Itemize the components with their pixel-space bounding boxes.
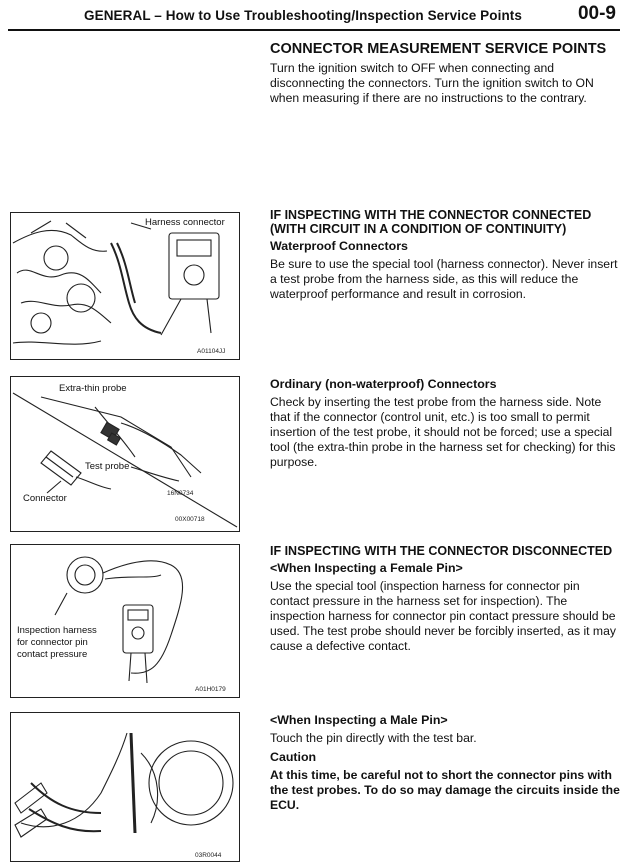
page-header xyxy=(8,0,620,31)
figure-extra-thin-probe xyxy=(10,376,240,532)
connected-heading-line2: (WITH CIRCUIT IN A CONDITION OF CONTINUITY) xyxy=(270,222,567,236)
caution-body: At this time, be careful not to short the connector pins with the test probes. To do so may damage the circuits inside the ECU. xyxy=(270,768,620,812)
male-body: Touch the pin directly with the test bar. xyxy=(270,731,477,745)
figure2-connector-label: Connector xyxy=(23,493,67,504)
figure-inspection-harness xyxy=(10,544,240,698)
waterproof-heading: Waterproof Connectors xyxy=(270,239,408,253)
figure1-label: Harness connector xyxy=(145,217,225,228)
figure4-code: 03R0044 xyxy=(195,852,222,859)
ordinary-heading: Ordinary (non-waterproof) Connectors xyxy=(270,377,497,391)
section-body: Turn the ignition switch to OFF when connecting and disconnecting the connectors. Turn the ignition switch to ON when measuring if there are no instructions to the contrary. xyxy=(270,61,594,105)
figure3-code: A01H0179 xyxy=(195,686,226,693)
figure1-code: A01104JJ xyxy=(197,348,226,355)
female-heading: <When Inspecting a Female Pin> xyxy=(270,561,463,575)
figure2-test-label: Test probe xyxy=(85,461,130,472)
figure3-label-line1: Inspection harness xyxy=(17,625,97,636)
figure3-label-line3: contact pressure xyxy=(17,649,88,660)
section-ordinary xyxy=(270,374,620,470)
disconnected-heading: IF INSPECTING WITH THE CONNECTOR DISCONNECTED xyxy=(270,544,613,558)
section-disconnected xyxy=(270,544,620,654)
ordinary-body: Check by inserting the test probe from the harness side. Note that if the connector (control unit, etc.) is too small to permit insertion of the test probe, it should not be forced; use a special tool (the extra-thin probe in the harness set for checking) for this purpose. xyxy=(270,395,616,469)
connected-heading-line1: IF INSPECTING WITH THE CONNECTOR CONNECTED xyxy=(270,208,592,222)
figure2-code-b: 00X00718 xyxy=(175,516,205,523)
female-body: Use the special tool (inspection harness for connector pin contact pressure in the harness set for inspection). The inspection harness for connector pin contact pressure should be used. The test probe should never be forcibly inserted, as it may cause a defective contact. xyxy=(270,579,616,653)
waterproof-body: Be sure to use the special tool (harness connector). Never insert a test probe from the harness side, as this will reduce the waterproof performance and result in corrosion. xyxy=(270,257,618,301)
header-title: GENERAL – How to Use Troubleshooting/Inspection Service Points xyxy=(84,8,523,23)
figure-male-pin xyxy=(10,712,240,862)
caution-heading: Caution xyxy=(270,750,317,764)
section-connected xyxy=(270,208,620,302)
section-heading: CONNECTOR MEASUREMENT SERVICE POINTS xyxy=(270,41,607,57)
section-measurement xyxy=(270,40,620,106)
figure2-code-a: 16N0734 xyxy=(167,490,194,497)
figure-harness-connector xyxy=(10,212,240,360)
figure2-probe-label: Extra-thin probe xyxy=(59,383,127,394)
figure3-label-line2: for connector pin xyxy=(17,637,88,648)
page-number: 00-9 xyxy=(577,3,616,24)
male-heading: <When Inspecting a Male Pin> xyxy=(270,713,448,727)
section-male xyxy=(270,710,620,813)
